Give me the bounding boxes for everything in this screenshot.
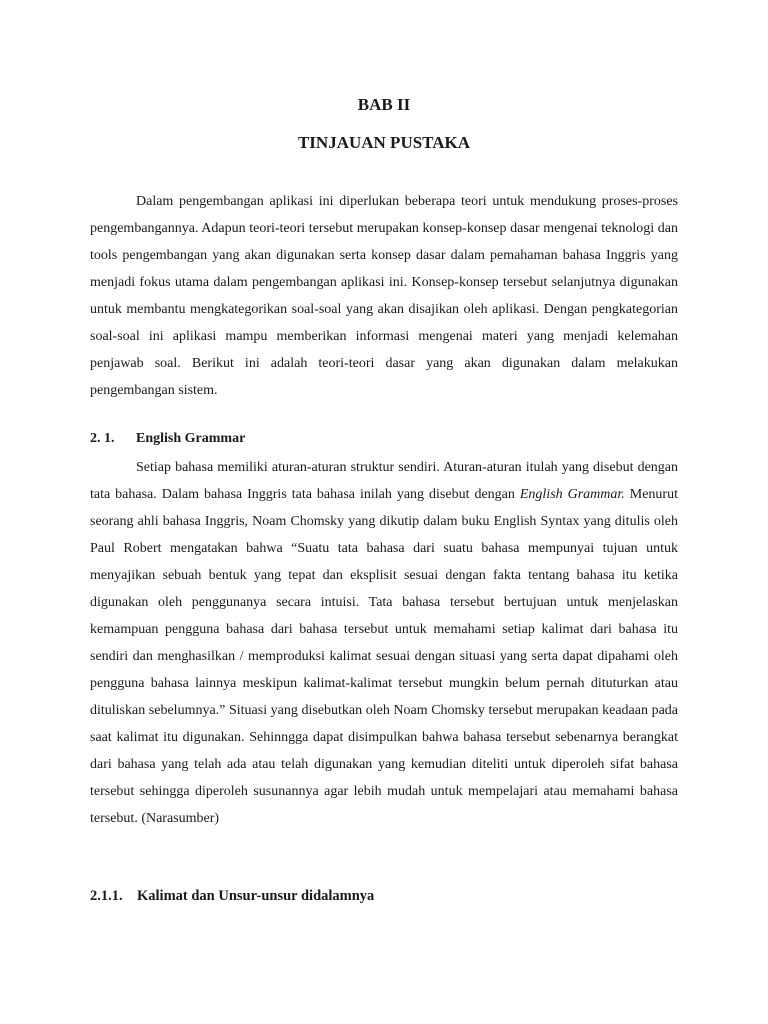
subsection-number: 2.1.1. [90,888,123,904]
chapter-number: BAB II [357,95,411,114]
section-number: 2. 1. [90,431,115,446]
chapter-title: TINJAUAN PUSTAKA [297,133,471,152]
intro-paragraph: Dalam pengembangan aplikasi ini diperlukan beberapa teori untuk mendukung proses-proses pengembangannya. Adapun teori-teori tersebut merupakan konsep-konsep dasar mengenai teknologi dan tools pengembangan yang akan digunakan serta konsep dasar dalam pemahaman bahasa Inggris yang menjadi fokus utama dalam pengembangan aplikasi ini. Konsep-konsep tersebut selanjutnya digunakan untuk membantu mengkategorikan soal-soal yang akan disajikan oleh aplikasi. Dengan pengkategorian soal-soal ini aplikasi mampu memberikan informasi mengenai materi yang menjadi kelemahan penjawab soal. Berikut ini adalah teori-teori dasar yang akan digunakan dalam melakukan pengembangan sistem. [90,194,678,398]
section-paragraph [90,454,678,832]
section-paragraph-part1: Setiap bahasa memiliki aturan-aturan struktur sendiri. Aturan-aturan itulah yang disebut dengan tata bahasa. Dalam bahasa Inggris tata bahasa inilah yang disebut dengan [90,460,678,502]
section-paragraph-italic: English Grammar. [519,487,625,502]
section-paragraph-part2: Menurut seorang ahli bahasa Inggris, Noam Chomsky yang dikutip dalam buku English Syntax yang ditulis oleh Paul Robert mengatakan bahwa “Suatu tata bahasa dari suatu bahasa mempunyai tujuan untuk menyajikan sebuah bentuk yang tepat dan eksplisit sesuai dengan fakta tentang bahasa itu ketika digunakan oleh penggunanya secara intuisi. Tata bahasa tersebut bertujuan untuk menjelaskan kemampuan pengguna bahasa dari bahasa tersebut untuk memahami setiap kalimat dari bahasa itu sendiri dan menghasilkan / memproduksi kalimat sesuai dengan situasi yang serta dapat dipahami oleh pengguna bahasa lainnya meskipun kalimat-kalimat tersebut mungkin belum pernah dituturkan atau dituliskan sebelumnya.” Situasi yang disebutkan oleh Noam Chomsky tersebut merupakan keadaan pada saat kalimat itu digunakan. Sehinngga dapat disimpulkan bahwa bahasa tersebut sebenarnya berangkat dari bahasa yang telah ada atau telah digunakan yang kemudian diteliti untuk diperoleh sifat bahasa tersebut sehingga diperoleh susunannya agar lebih mudah untuk mempelajari atau memahami bahasa tersebut. (Narasumber) [90,487,678,826]
section-heading [90,431,245,447]
section-title: English Grammar [136,431,246,446]
subsection-heading [90,888,374,905]
subsection-title: Kalimat dan Unsur-unsur didalamnya [137,888,375,904]
